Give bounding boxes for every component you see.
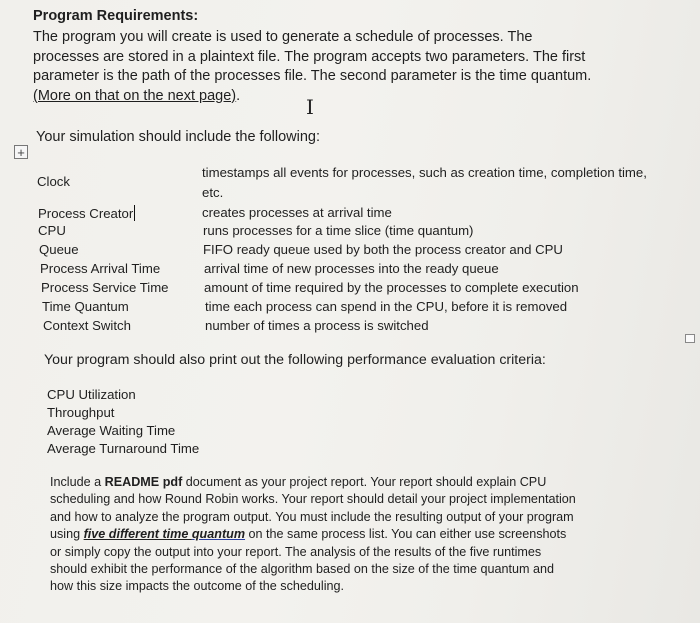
resize-handle-icon[interactable] — [685, 334, 695, 343]
term-process-creator — [38, 205, 135, 221]
term-time-quantum: Time Quantum — [42, 299, 129, 314]
term-cpu: CPU — [38, 223, 66, 238]
text-caret — [134, 205, 135, 221]
readme-emphasis-quantum: quantum — [191, 527, 246, 542]
readme-paragraph — [50, 474, 580, 596]
def-context-switch: number of times a process is switched — [205, 318, 429, 333]
term-clock: Clock — [37, 174, 70, 189]
def-arrival-time: arrival time of new processes into the ready queue — [204, 261, 499, 276]
def-process-creator: creates processes at arrival time — [202, 205, 392, 220]
readme-text-2: document as your project report. Your report should explain CPU scheduling and how Round Robin works. Your report should detail your project implementation and how to analyze the program output. You must include the resulting output of your program using — [50, 475, 576, 542]
readme-bold: README pdf — [104, 475, 183, 489]
page-title: Program Requirements: — [33, 8, 199, 24]
text-cursor-icon: I — [306, 95, 314, 119]
def-queue: FIFO ready queue used by both the process creator and CPU — [203, 242, 563, 257]
readme-text-1: Include a — [50, 475, 105, 489]
def-time-quantum: time each process can spend in the CPU, before it is removed — [205, 299, 568, 314]
metric-average-waiting-time: Average Waiting Time — [47, 423, 176, 438]
def-clock-line2: etc. — [202, 185, 224, 200]
def-clock-line1: timestamps all events for processes, such as creation time, completion time, — [202, 165, 647, 180]
metric-average-turnaround-time: Average Turnaround Time — [47, 441, 200, 456]
metric-cpu-utilization: CPU Utilization — [47, 387, 136, 402]
performance-heading: Your program should also print out the following performance evaluation criteria: — [44, 352, 546, 368]
intro-text: The program you will create is used to generate a schedule of processes. The processes are stored in a plaintext file. The program accepts two parameters. The first parameter is the path of the processes file. The second parameter is the time quantum. — [33, 29, 592, 84]
move-handle-icon[interactable]: + — [14, 145, 28, 159]
readme-emphasis: five different time — [83, 527, 192, 542]
metric-throughput: Throughput — [47, 405, 115, 420]
term-context-switch: Context Switch — [43, 318, 131, 333]
term-queue: Queue — [39, 242, 79, 257]
term-service-time: Process Service Time — [41, 280, 169, 295]
simulation-heading: Your simulation should include the following: — [36, 129, 321, 145]
readme-text-3: on the same process list. You can either use screenshots or simply copy the output into your report. The analysis of the results of the five runtimes should exhibit the performance of the algorithm based on the size of the time quantum and how this size impacts the outcome of the scheduling. — [50, 527, 567, 594]
term-process-creator-label: Process Creator — [38, 206, 134, 221]
def-cpu: runs processes for a time slice (time quantum) — [203, 223, 474, 238]
def-service-time: amount of time required by the processes to complete execution — [204, 280, 579, 295]
next-page-link[interactable]: (More on that on the next page) — [33, 87, 237, 104]
intro-end: . — [236, 87, 241, 104]
term-arrival-time: Process Arrival Time — [40, 261, 161, 276]
